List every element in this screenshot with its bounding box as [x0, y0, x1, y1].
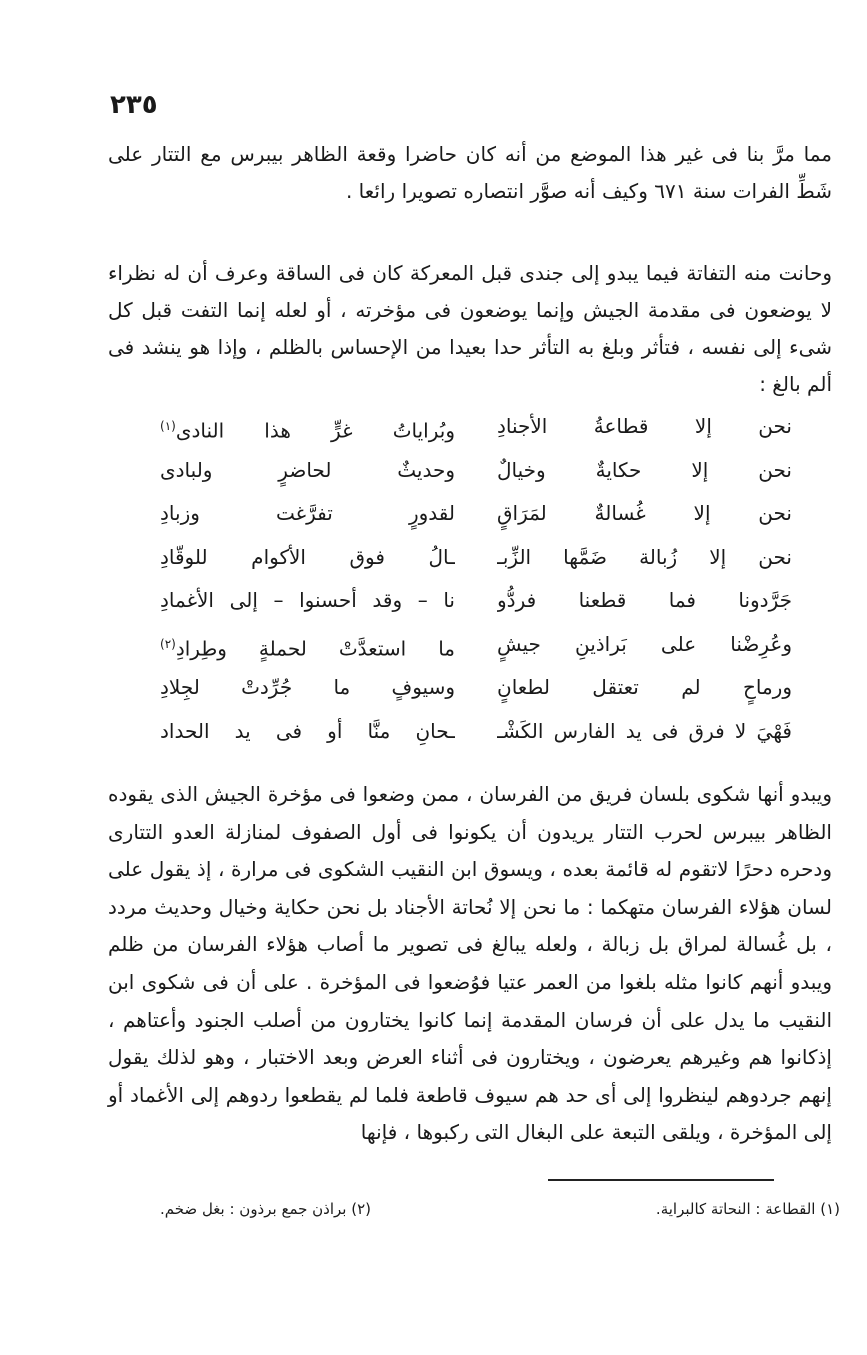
poem-hemistich-first: فَهْيَ لا فرق فى يد الفارس الكَشْـ	[497, 718, 792, 743]
poem-hemistich-first: نحن إلا زُبالة ضَمَّها الزِّبـ	[497, 544, 792, 569]
poem-line	[160, 405, 792, 449]
poem-hemistich-first: نحن إلا قطاعةُ الأجنادِ	[497, 414, 792, 438]
poem	[160, 405, 792, 753]
poem-hemistich-first: نحن إلا غُسالةٌ لمَرَاقٍ	[497, 501, 792, 525]
poem-line	[160, 492, 792, 536]
paragraph-text: وحانت منه التفاتة فيما يبدو إلى جندى قبل المعركة كان فى الساقة وعرف أن له نظراء لا يوضعون فى مقدمة الجيش وإنما يوضعون فى مؤخرته ، أو لعله إنما التفت قبل كل شىء إلى نفسه ، فتأثر وبلغ به التأثر حدا بعيدا من الإحساس بالظلم ، وإذا هو ينشد فى ألم بالغ :	[108, 261, 832, 396]
poem-hemistich-first: وعُرِضْنا على بَراذينِ جيشٍ	[497, 631, 792, 656]
poem-hemistich-second: ـحانِ منَّا أو فى يد الحداد	[160, 718, 455, 743]
footnote-ref: (١)	[160, 419, 176, 433]
poem-hemistich-first: جَرَّدونا فما قطعنا فردُّو	[497, 588, 792, 612]
paragraph-context	[108, 255, 832, 403]
poem-hemistich-second: ما استعدَّتْ لحملةٍ وطِرادِ$^{(٢)}$	[160, 636, 455, 661]
poem-hemistich-second: ـالُ فوق الأكوام للوقّادِ	[160, 544, 455, 569]
poem-line	[160, 449, 792, 493]
footnote-1: (١) القطاعة : النحاتة كالبراية.	[655, 1200, 840, 1218]
paragraph-intro	[108, 136, 832, 210]
paragraph-text: مما مرَّ بنا فى غير هذا الموضع من أنه كان حاضرا وقعة الظاهر بيبرس مع التتار على شَطِّ الفرات سنة ٦٧١ وكيف أنه صوَّر انتصاره تصويرا رائعا .	[108, 142, 832, 203]
poem-hemistich-second: لقدورٍ تفرَّغت وزبادِ	[160, 501, 455, 525]
poem-line	[160, 536, 792, 580]
poem-hemistich-second: نا – وقد أحسنوا – إلى الأغمادِ	[160, 588, 455, 612]
poem-hemistich-second: وسيوفٍ ما جُرِّدتْ لجِلادِ	[160, 675, 455, 699]
footnote-ref: (٢)	[160, 636, 176, 651]
footnote-2: (٢) براذن جمع برذون : بغل ضخم.	[160, 1200, 372, 1218]
poem-line	[160, 623, 792, 667]
footnotes	[160, 1200, 840, 1218]
poem-hemistich-second: وحديثٌ لحاضرٍ ولبادى	[160, 457, 455, 482]
poem-line	[160, 666, 792, 710]
poem-line	[160, 579, 792, 623]
poem-hemistich-second: وبُراياتُ غرٍّ هذا النادى$^{(١)}$	[160, 418, 455, 443]
poem-line	[160, 710, 792, 754]
poem-hemistich-first: نحن إلا حكايةٌ وخيالٌ	[497, 457, 792, 482]
paragraph-text: ويبدو أنها شكوى بلسان فريق من الفرسان ، ممن وضعوا فى مؤخرة الجيش الذى يقوده الظاهر بيبرس لحرب التتار يريدون أن يكونوا فى أول الصفوف لمنازلة العدو التتارى ودحره دحرًا لاتقوم له قائمة بعده ، ويسوق ابن النقيب الشكوى فى مرارة ، إذ يقول على لسان هؤلاء الفرسان متهكما : ما نحن إلا نُحاتة الأجناد بل نحن حكاية وخيال وحديث مردد ، بل غُسالة لمراق بل زبالة ، ولعله يبالغ فى تصوير ما أصاب هؤلاء الفرسان من ظلم ويبدو أنهم كانوا مثله بلغوا من العمر عتيا فوُضعوا فى المؤخرة . على أن فى شكوى ابن النقيب ما يدل على أن فرسان المقدمة إنما كانوا يختارون من أصلب الجنود وأعتاهم ، إذكانوا هم وغيرهم يعرضون ، ويختارون فى أثناء العرض وبعد الاختبار ، وهو لذلك يقول إنهم جردوهم لينظروا إلى أى حد هم سيوف قاطعة فلما لم يقطعوا ردوهم إلى الأغماد أو إلى المؤخرة ، ويلقى التبعة على البغال التى ركبوها ، فإنها	[108, 782, 832, 1145]
footnote-divider	[548, 1179, 774, 1181]
poem-hemistich-first: ورماحٍ لم تعتقل لطعانٍ	[497, 675, 792, 699]
page-number: ٢٣٥	[110, 90, 158, 120]
paragraph-commentary	[108, 776, 832, 1152]
